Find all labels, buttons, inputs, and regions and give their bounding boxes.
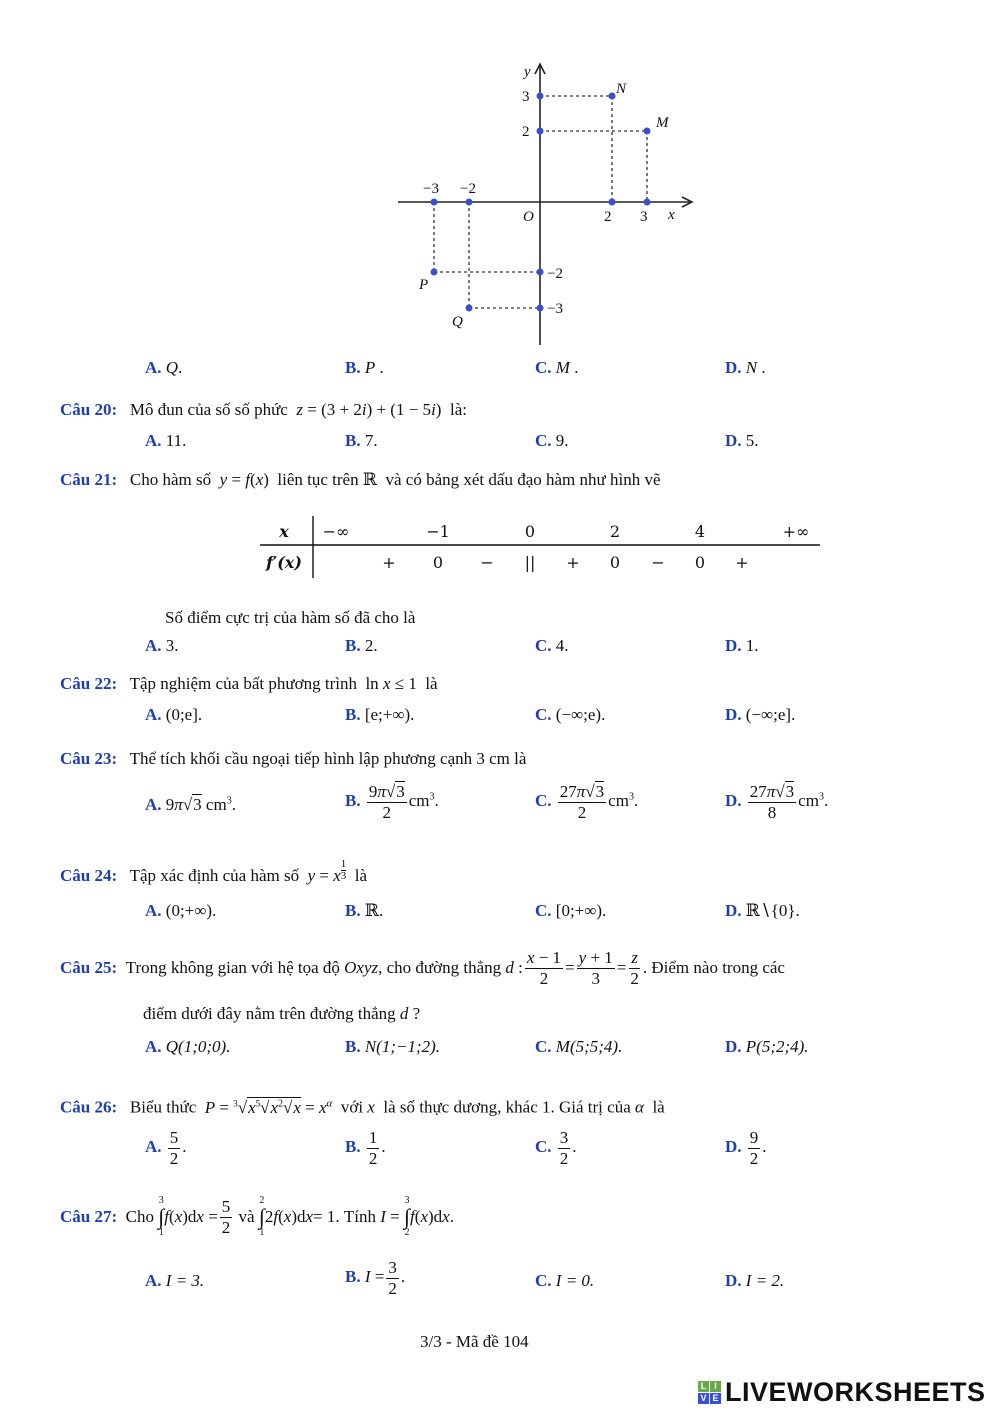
- option-letter: B.: [345, 1136, 361, 1156]
- option-value: 2.: [364, 636, 378, 655]
- x-tick-label: −2: [460, 181, 476, 197]
- y-tick-label: −3: [547, 301, 563, 317]
- q21-option-b[interactable]: [345, 636, 378, 656]
- table-cell: −: [480, 553, 494, 572]
- option-value: ℝ∖{0}.: [745, 901, 800, 920]
- option-letter: D.: [725, 431, 742, 450]
- option-letter: A.: [145, 1136, 162, 1156]
- question-23: [60, 749, 526, 769]
- question-26: Câu 26: Biểu thức $P = ^3√x^5√x^2√x = x^\alpha$ với x là số thực dương, khác 1. Giá trị của α là: [60, 1097, 665, 1117]
- tick-dot: [466, 199, 473, 206]
- table-cell: +: [735, 553, 749, 572]
- x-tick-label: 3: [640, 209, 648, 225]
- y-axis-label: y: [524, 64, 531, 80]
- table-cell: ||: [524, 553, 536, 572]
- question-text: và: [238, 1207, 255, 1226]
- q27-option-d[interactable]: [725, 1271, 784, 1291]
- option-letter: C.: [535, 705, 552, 724]
- option-letter: C.: [535, 790, 552, 810]
- option-value: 4.: [555, 636, 569, 655]
- q20-option-b[interactable]: [345, 431, 378, 451]
- option-value: 9.: [555, 431, 569, 450]
- q24-option-d[interactable]: [725, 901, 800, 921]
- question-text: liên tục trên: [277, 470, 359, 489]
- table-cell: 4: [694, 522, 706, 541]
- point-p: [431, 269, 438, 276]
- table-cell: +: [382, 553, 396, 572]
- table-cell: −: [651, 553, 665, 572]
- option-letter: A.: [145, 795, 162, 814]
- q23-option-c[interactable]: C. $\frac{27\pi√3}{2}$ $cm^3$.: [535, 782, 639, 822]
- q27-option-b[interactable]: B. I = $\frac{3}{2}$ .: [345, 1258, 406, 1298]
- option-letter: C.: [535, 1136, 552, 1156]
- question-text: , cho đường thẳng: [378, 958, 502, 978]
- coordinate-graph: [390, 55, 700, 350]
- option-value: 1.: [745, 636, 759, 655]
- q20-option-a[interactable]: [145, 431, 186, 451]
- question-label: Câu 23:: [60, 749, 118, 768]
- table-header: x: [279, 522, 289, 541]
- option-letter: B.: [345, 1266, 361, 1286]
- table-cell: 0: [432, 553, 444, 572]
- q24-option-c[interactable]: [535, 901, 606, 921]
- tick-dot: [431, 199, 438, 206]
- q20-option-c[interactable]: [535, 431, 569, 451]
- tick-dot: [537, 305, 544, 312]
- q26-option-a[interactable]: A. $\frac{5}{2}$ .: [145, 1128, 187, 1168]
- table-cell: +∞: [782, 522, 810, 541]
- q26-option-d[interactable]: D. $\frac{9}{2}$ .: [725, 1128, 767, 1168]
- option-value: N: [745, 358, 758, 377]
- logo-badge-icon: L I V E: [698, 1381, 721, 1404]
- x-tick-label: 2: [604, 209, 612, 225]
- option-letter: B.: [345, 901, 361, 920]
- question-label: Câu 27:: [60, 1207, 118, 1226]
- question-text: Trong không gian với hệ tọa độ: [125, 958, 340, 978]
- q22-option-b[interactable]: [345, 705, 414, 725]
- formula: y = x $\frac{1}{3}$: [307, 858, 347, 885]
- question-text: . Điểm nào trong các: [642, 958, 785, 978]
- q21-option-a[interactable]: [145, 636, 179, 656]
- question-text: là:: [449, 400, 467, 419]
- question-text: là số thực dương, khác 1. Giá trị của: [383, 1097, 631, 1117]
- option-letter: A.: [145, 1037, 162, 1056]
- option-letter: B.: [345, 431, 361, 450]
- question-text: Tập xác định của hàm số: [129, 866, 300, 885]
- option-value: ℝ.: [364, 901, 384, 920]
- brand-name: LIVEWORKSHEETS: [725, 1377, 986, 1407]
- option-letter: C.: [535, 901, 552, 920]
- option-letter: D.: [725, 790, 742, 810]
- option-value: 3.: [165, 636, 179, 655]
- tick-dot: [537, 128, 544, 135]
- option-letter: C.: [535, 636, 552, 655]
- question-label: Câu 21:: [60, 470, 118, 489]
- q25-option-a[interactable]: [145, 1037, 230, 1057]
- option-value: (0;+∞).: [165, 901, 217, 920]
- table-cell: −1: [426, 522, 450, 541]
- option-letter: B.: [345, 636, 361, 655]
- q25-option-d[interactable]: [725, 1037, 809, 1057]
- question-text: Tập nghiệm của bất phương trình: [129, 674, 357, 693]
- option-value: Q(1;0;0).: [165, 1037, 231, 1056]
- q19-option-b[interactable]: B. P .: [345, 358, 384, 377]
- question-24: [60, 858, 368, 896]
- q19-option-c[interactable]: C. M .: [535, 358, 579, 377]
- option-value: [e;+∞).: [364, 705, 415, 724]
- q22-option-a[interactable]: [145, 705, 202, 725]
- option-letter: D.: [725, 1037, 742, 1056]
- question-label: Câu 22:: [60, 674, 118, 693]
- option-value: M(5;5;4).: [555, 1037, 623, 1056]
- question-label: Câu 20:: [60, 400, 118, 419]
- option-value: N(1;−1;2).: [364, 1037, 441, 1056]
- sign-table: [255, 510, 825, 582]
- question-text: Biểu thức: [129, 1097, 197, 1117]
- y-tick-label: 3: [522, 89, 530, 105]
- y-tick-label: −2: [547, 266, 563, 282]
- q24-option-a[interactable]: [145, 901, 216, 921]
- option-letter: D.: [725, 1271, 742, 1290]
- question-text: là: [354, 866, 368, 885]
- q21-option-c[interactable]: [535, 636, 569, 656]
- option-letter: B.: [345, 790, 361, 810]
- option-value: [0;+∞).: [555, 901, 607, 920]
- question-text: Tính: [343, 1207, 376, 1226]
- formula: z: [296, 400, 303, 419]
- table-cell: +: [566, 553, 580, 572]
- option-value: (−∞;e].: [745, 705, 796, 724]
- q22-option-d[interactable]: [725, 705, 795, 725]
- q25-option-c[interactable]: [535, 1037, 622, 1057]
- tick-dot: [644, 199, 651, 206]
- option-letter: D.: [725, 636, 742, 655]
- option-letter: C.: [535, 1037, 552, 1056]
- table-cell: 0: [694, 553, 706, 572]
- x-axis-label: x: [668, 207, 675, 223]
- option-value: I = 0.: [555, 1271, 595, 1290]
- q23-option-a[interactable]: A. 9π√3 $cm^3$.: [145, 795, 236, 814]
- option-letter: C.: [535, 358, 552, 377]
- q19-option-d[interactable]: D. N .: [725, 358, 766, 377]
- point-label: N: [616, 81, 627, 97]
- table-cell: −∞: [322, 522, 350, 541]
- point-label: M: [656, 115, 669, 131]
- q24-option-b[interactable]: [345, 901, 383, 921]
- page-footer: 3/3 - Mã đề 104: [420, 1332, 529, 1351]
- question-text: với: [340, 1097, 364, 1117]
- option-letter: D.: [725, 901, 742, 920]
- table-header: f′(x): [266, 553, 302, 572]
- question-20: Câu 20: Mô đun của số số phức z = (3 + 2i) + (1 − 5i) là:: [60, 400, 467, 419]
- question-25-line2: điểm dưới đây nằm trên đường thẳng d ?: [143, 1004, 421, 1023]
- question-text: là: [652, 1097, 665, 1117]
- liveworksheets-logo[interactable]: [698, 1377, 986, 1408]
- option-value: P(5;2;4).: [745, 1037, 809, 1056]
- q21-subquestion: Số điểm cực trị của hàm số đã cho là: [165, 608, 416, 627]
- q22-option-c[interactable]: [535, 705, 605, 725]
- option-value: 7.: [364, 431, 378, 450]
- question-label: Câu 24:: [60, 866, 118, 885]
- table-cell: 0: [609, 553, 621, 572]
- option-value: M: [555, 358, 570, 377]
- origin-label: O: [523, 209, 534, 225]
- y-tick-label: 2: [522, 124, 530, 140]
- option-letter: A.: [145, 636, 162, 655]
- q26-option-c[interactable]: C. $\frac{3}{2}$ .: [535, 1128, 577, 1168]
- option-value: I = 2.: [745, 1271, 785, 1290]
- question-label: Câu 25:: [60, 958, 118, 978]
- q27-option-c[interactable]: [535, 1271, 594, 1291]
- option-value: I = 3.: [165, 1271, 205, 1290]
- q23-option-b[interactable]: B. $\frac{9\pi√3}{2}$ $cm^3$.: [345, 782, 439, 822]
- tick-dot: [537, 269, 544, 276]
- q25-option-b[interactable]: [345, 1037, 440, 1057]
- tick-dot: [609, 199, 616, 206]
- question-22: [60, 674, 438, 694]
- formula: $P = ^3√x^5√x^2√x = x^\alpha$: [204, 1097, 333, 1117]
- option-value: (−∞;e).: [555, 705, 606, 724]
- option-letter: C.: [535, 431, 552, 450]
- option-letter: A.: [145, 358, 162, 377]
- option-value: (0;e].: [165, 705, 203, 724]
- q19-option-a[interactable]: A. Q.: [145, 358, 183, 377]
- point-q: [466, 305, 473, 312]
- option-letter: D.: [725, 705, 742, 724]
- option-value: Q: [165, 358, 179, 377]
- x-tick-label: −3: [423, 181, 439, 197]
- question-21: Câu 21: Cho hàm số y = f(x) liên tục trên ℝ và có bảng xét dấu đạo hàm như hình vẽ: [60, 470, 661, 489]
- question-label: Câu 26:: [60, 1097, 118, 1117]
- option-letter: C.: [535, 1271, 552, 1290]
- point-label: P: [419, 277, 429, 293]
- formula: y: [219, 470, 228, 489]
- option-value: P: [364, 358, 376, 377]
- point-label: Q: [452, 314, 463, 330]
- option-letter: A.: [145, 1271, 162, 1290]
- table-cell: 0: [524, 522, 536, 541]
- option-letter: B.: [345, 705, 361, 724]
- question-text: điểm dưới đây nằm trên đường thẳng: [143, 1004, 396, 1023]
- q20-option-d[interactable]: [725, 431, 759, 451]
- question-text: và có bảng xét dấu đạo hàm như hình vẽ: [385, 470, 661, 489]
- question-25: Câu 25: Trong không gian với hệ tọa độ Oxyz , cho đường thẳng d : $\frac{x - 1}{2}$ = $\frac{y + 1}{3}$ = $\frac{z}{2}$ . Điểm nào trong các: [60, 948, 785, 988]
- table-cell: 2: [609, 522, 621, 541]
- point-m: [644, 128, 651, 135]
- option-letter: A.: [145, 431, 162, 450]
- option-letter: A.: [145, 705, 162, 724]
- tick-dot: [537, 93, 544, 100]
- option-letter: B.: [345, 358, 361, 377]
- option-value: 5.: [745, 431, 759, 450]
- point-n: [609, 93, 616, 100]
- q26-option-b[interactable]: B. $\frac{1}{2}$ .: [345, 1128, 386, 1168]
- formula: ln x ≤ 1: [365, 674, 417, 693]
- question-text: Cho hàm số: [129, 470, 212, 489]
- option-letter: A.: [145, 901, 162, 920]
- option-letter: D.: [725, 358, 742, 377]
- option-letter: B.: [345, 1037, 361, 1056]
- q21-option-d[interactable]: [725, 636, 759, 656]
- question-text: Thể tích khối cầu ngoại tiếp hình lập phương cạnh 3 cm là: [129, 749, 527, 768]
- q27-option-a[interactable]: [145, 1271, 204, 1291]
- option-letter: D.: [725, 1136, 742, 1156]
- question-text: là: [425, 674, 438, 693]
- question-text: Cho: [125, 1207, 154, 1226]
- q23-option-d[interactable]: D. $\frac{27\pi√3}{8}$ $cm^3$.: [725, 782, 829, 822]
- question-27: Câu 27: Cho 3 ∫ 1 f ( x )d x = $\frac{5}{2}$ và 2 ∫ 1 2 f ( x )d x = 1. Tính I = 3 ∫ 2 f ( x )d x .: [60, 1195, 454, 1238]
- option-value: 11.: [165, 431, 187, 450]
- question-text: Mô đun của số số phức: [129, 400, 288, 419]
